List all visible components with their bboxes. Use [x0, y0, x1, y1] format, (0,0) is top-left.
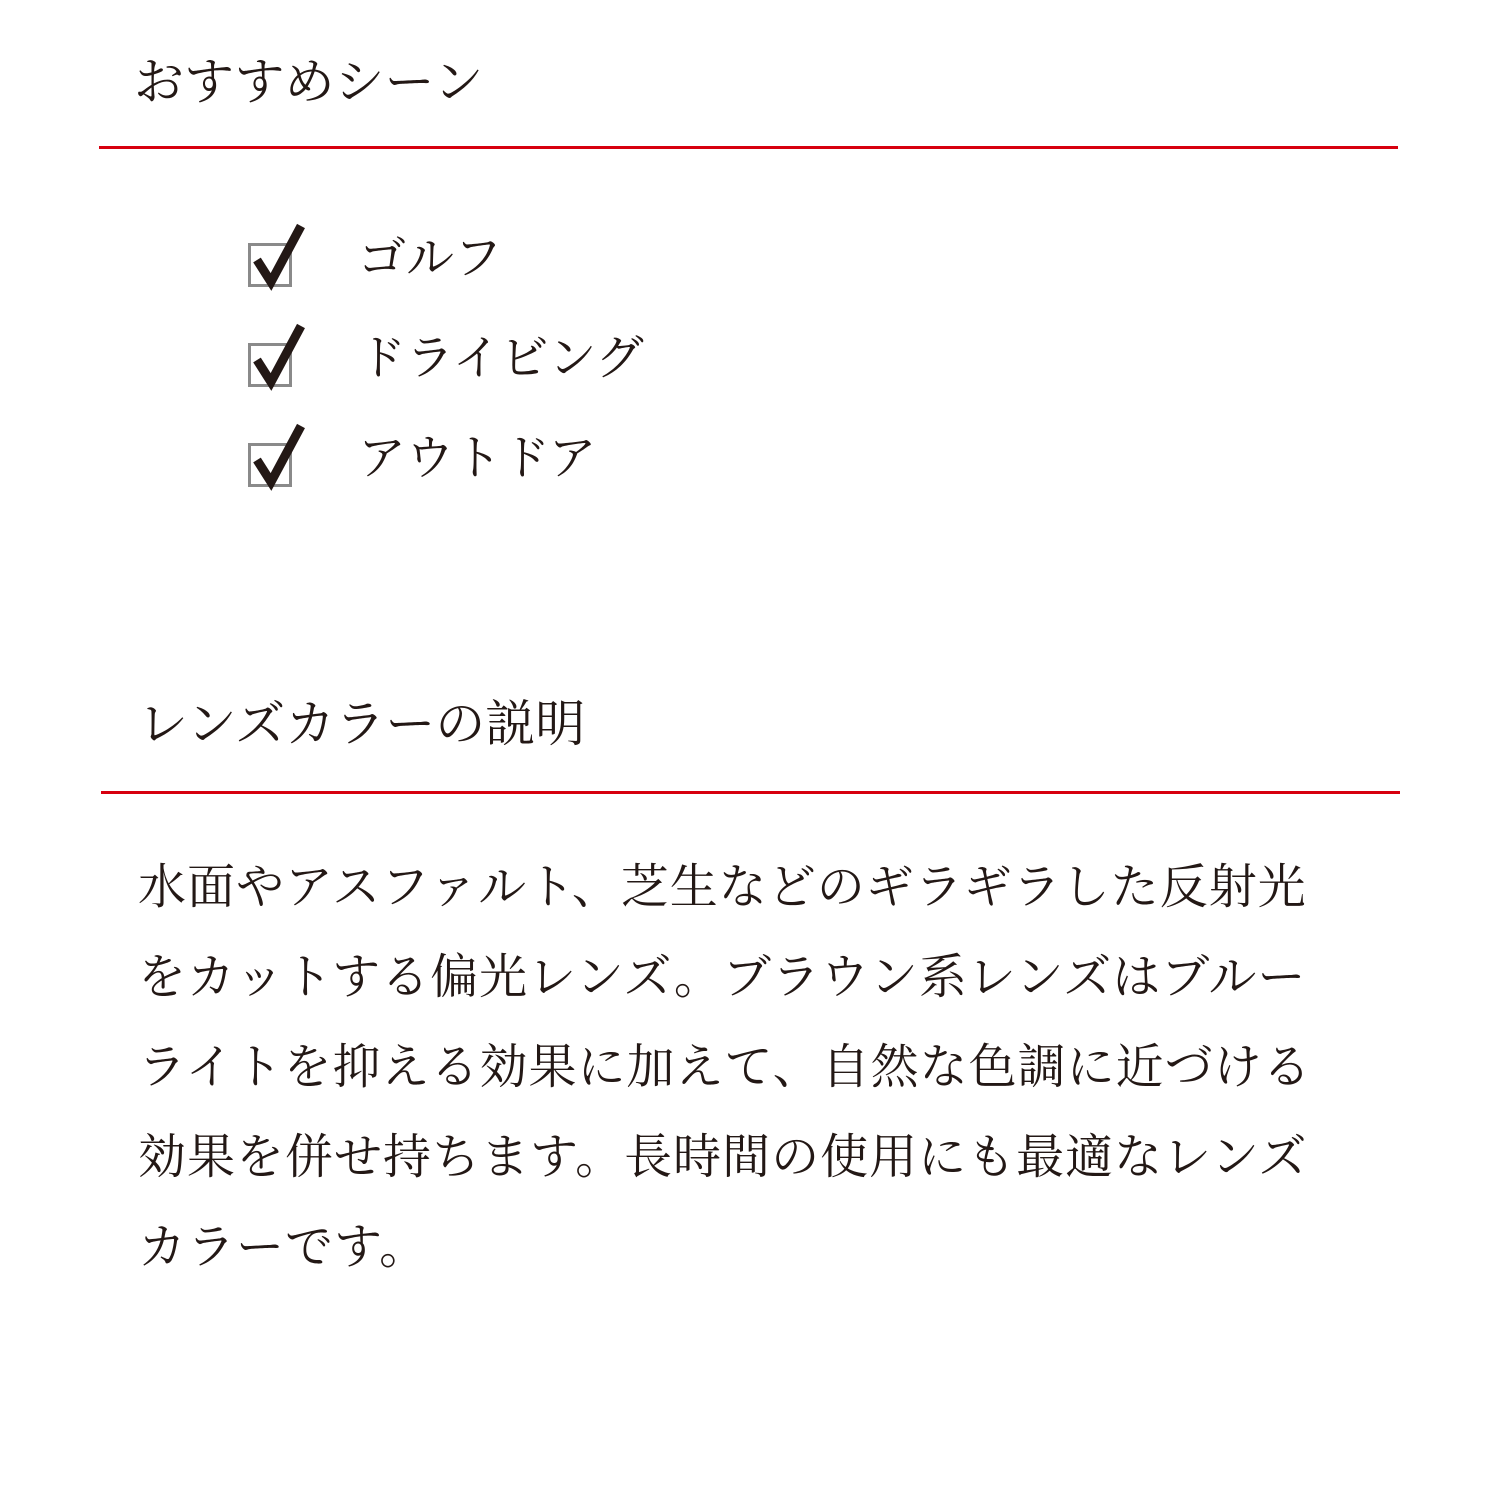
- checkmark-icon: [251, 422, 307, 486]
- description-line: 水面やアスファルト、芝生などのギラギラした反射光: [138, 859, 1307, 915]
- scene-item-golf: [248, 208, 644, 308]
- scene-label-golf: ゴルフ: [358, 230, 503, 286]
- checkmark-icon: [251, 322, 307, 386]
- checkmark-icon: [251, 222, 307, 286]
- recommended-scenes-divider: [99, 146, 1398, 149]
- description-line: カラーです。: [138, 1219, 429, 1275]
- description-line: 効果を併せ持ちます。長時間の使用にも最適なレンズ: [138, 1129, 1308, 1185]
- checkbox-checked-icon: [248, 243, 292, 287]
- scene-label-driving: ドライビング: [358, 330, 644, 386]
- checkbox-checked-icon: [248, 343, 292, 387]
- description-line: をカットする偏光レンズ。ブラウン系レンズはブルー: [138, 949, 1307, 1005]
- scene-label-outdoor: アウトドア: [358, 430, 597, 486]
- scene-item-outdoor: [248, 408, 644, 508]
- checkbox-checked-icon: [248, 443, 292, 487]
- description-line: ライトを抑える効果に加えて、自然な色調に近づける: [138, 1039, 1312, 1095]
- lens-color-heading: レンズカラーの説明: [138, 695, 586, 753]
- lens-color-divider: [101, 791, 1400, 794]
- recommended-scenes-list: [248, 208, 644, 508]
- recommended-scenes-heading: おすすめシーン: [134, 53, 484, 111]
- scene-item-driving: [248, 308, 644, 408]
- lens-color-description: [138, 842, 1378, 1292]
